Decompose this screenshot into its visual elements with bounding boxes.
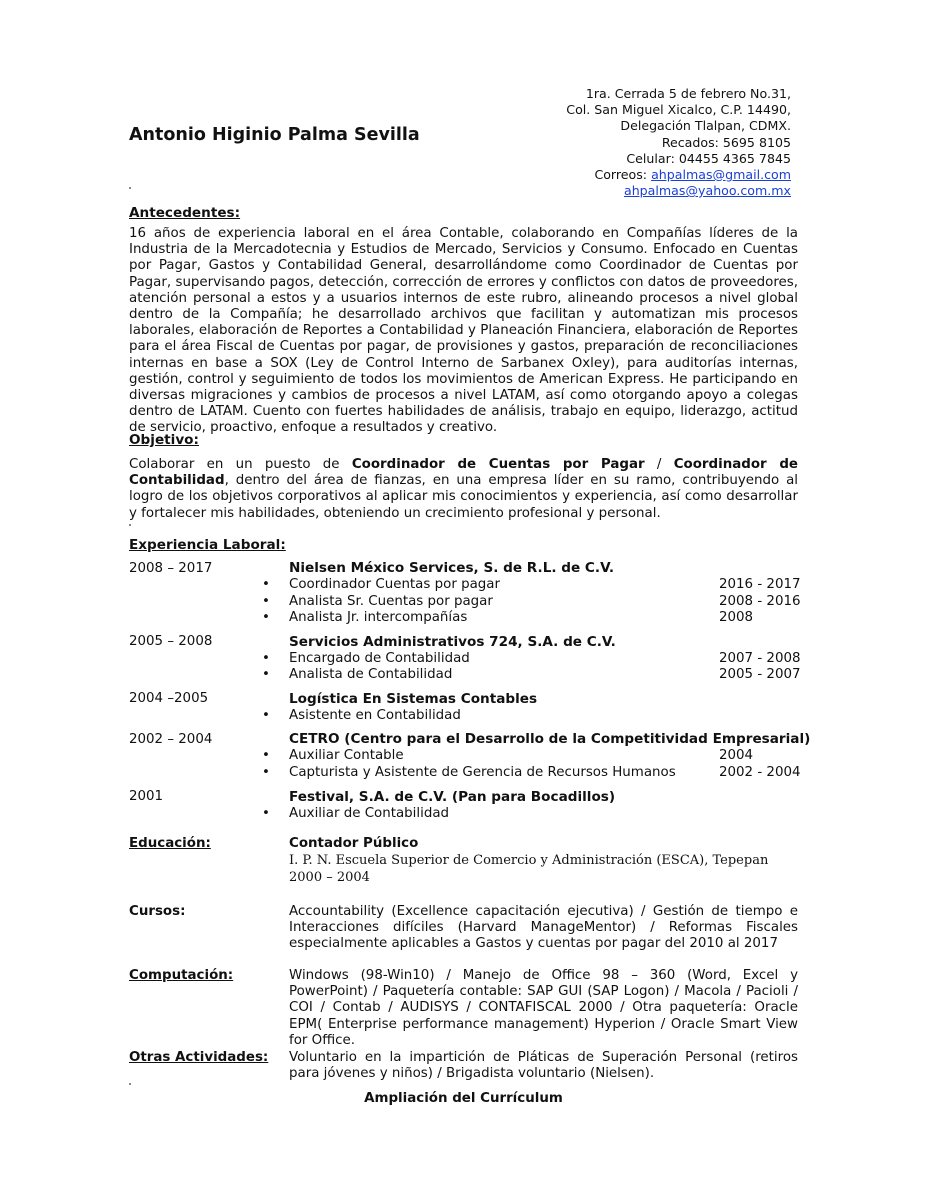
objetivo-post: , dentro del área de fianzas, en una empresa líder en su ramo, contribuyendo al logro de los objetivos corporativos al aplicar mis conocimientos y experiencia, así como desarrollar y fortalecer mis habilidades, obteniendo un crecimiento profesional y personal. [129,473,798,521]
candidate-name: Antonio Higinio Palma Sevilla [129,125,420,145]
section-title-educacion: Educación: [129,836,211,851]
objetivo-pre: Colaborar en un puesto de [129,457,352,472]
job-role: Analista Jr. intercompañías [289,610,468,625]
job-role: Capturista y Asistente de Gerencia de Recursos Humanos [289,765,676,780]
bullet-icon: • [262,667,270,682]
bullet-icon: • [262,610,270,625]
objetivo-text [129,457,798,522]
section-title-experiencia: Experiencia Laboral: [129,537,286,553]
objetivo-sep: / [644,457,674,472]
emails-line-2 [566,183,791,199]
job-role: Auxiliar de Contabilidad [289,806,450,821]
job-company: Logística En Sistemas Contables [289,691,538,707]
job-years: 2004 –2005 [129,691,209,706]
scan-mark [129,187,131,189]
bullet-icon: • [262,577,270,592]
role-years: 2004 [719,748,754,763]
objetivo-role-2: Coordinador de Contabilidad [129,457,799,489]
job-company: Nielsen México Services, S. de R.L. de C.V. [289,560,615,576]
scan-mark-2 [129,524,131,526]
role-years: 2007 - 2008 [719,651,801,666]
job-years: 2005 – 2008 [129,634,213,649]
bullet-icon: • [262,708,270,723]
computacion-text: Windows (98-Win10) / Manejo de Office 98 – 360 (Word, Excel y PowerPoint) / Paquetería contable: SAP GUI (SAP Logon) / Macola / Pacioli / COI / Contab / AUDISYS / CONTAFISCAL 2000 / Otra paquetería: Oracle EPM( Enterprise performance management) Hyperion / Oracle Smart View for Office. [289,968,798,1048]
objetivo-role-1: Coordinador de Cuentas por Pagar [351,457,645,472]
scan-mark-3 [129,1083,131,1085]
role-years: 2008 [719,610,754,625]
phone-recados: Recados: 5695 8105 [661,134,791,150]
emails-line [566,167,791,183]
job-role: Analista de Contabilidad [289,667,453,682]
phone-celular: Celular: 04455 4365 7845 [626,150,791,166]
job-company: CETRO (Centro para el Desarrollo de la Competitividad Empresarial) [289,731,811,747]
address-line-2: Col. San Miguel Xicalco, C.P. 14490, [566,102,791,118]
job-role: Encargado de Contabilidad [289,651,470,666]
address-line-1: 1ra. Cerrada 5 de febrero No.31, [585,86,791,101]
section-title-computacion: Computación: [129,968,234,983]
section-title-cursos: Cursos: [129,904,186,919]
cursos-text: Accountability (Excellence capacitación ejecutiva) / Gestión de tiempo e Interacciones difíciles (Harvard ManageMentor) / Reformas Fiscales especialmente aplicables a Gastos y cuentas por pagar del 2010 al 2017 [289,904,798,952]
footer-text: Ampliación del Currículum [364,1091,563,1106]
edu-degree: Contador Público [289,836,419,851]
role-years: 2008 - 2016 [719,594,801,609]
otras-text: Voluntario en la impartición de Pláticas de Superación Personal (retiros para jóvenes y niños) / Brigadista voluntario (Nielsen). [289,1050,798,1082]
edu-years: 2000 – 2004 [289,870,370,885]
section-title-antecedentes: Antecedentes: [129,205,241,221]
job-role: Asistente en Contabilidad [289,708,461,723]
section-title-objetivo: Objetivo: [129,432,199,448]
job-company: Festival, S.A. de C.V. (Pan para Bocadillos) [289,789,616,805]
address-line-3: Delegación Tlalpan, CDMX. [620,118,791,134]
bullet-icon: • [262,806,270,821]
bullet-icon: • [262,594,270,609]
footer-title [0,1091,927,1107]
section-title-otras: Otras Actividades: [129,1050,269,1065]
edu-school: I. P. N. Escuela Superior de Comercio y Administración (ESCA), Tepepan [289,853,769,868]
bullet-icon: • [262,651,270,666]
job-years: 2008 – 2017 [129,561,213,576]
job-years: 2001 [129,789,164,804]
role-years: 2002 - 2004 [719,765,801,780]
bullet-icon: • [262,748,270,763]
job-years: 2002 – 2004 [129,732,213,747]
email-gmail-link[interactable]: ahpalmas@gmail.com [651,167,791,183]
job-role: Analista Sr. Cuentas por pagar [289,594,493,609]
job-company: Servicios Administrativos 724, S.A. de C.V. [289,634,616,650]
job-role: Coordinador Cuentas por pagar [289,577,500,592]
role-years: 2005 - 2007 [719,667,801,682]
contact-address [566,86,791,199]
email-yahoo-link[interactable]: ahpalmas@yahoo.com.mx [623,183,791,199]
job-role: Auxiliar Contable [289,748,404,763]
bullet-icon: • [262,765,270,780]
antecedentes-text: 16 años de experiencia laboral en el área Contable, colaborando en Compañías líderes de la Industria de la Mercadotecnia y Estudios de Mercado, Servicios y Consumo. Enfocado en Cuentas por Pagar, Gastos y Contabilidad General, desarrollándome como Coordinador de Cuentas por Pagar, supervisando pagos, detección, corrección de errores y conflictos con datos de proveedores, atención personal a estos y a usuarios internos de este rubro, alineando procesos a nivel global dentro de la Compañía; he desarrollado archivos que facilitan y automatizan mis procesos laborales, elaboración de Reportes a Contabilidad y Planeación Financiera, elaboración de Reportes para el área Fiscal de Cuentas por pagar, de provisiones y gastos, preparación de reconciliaciones internas en base a SOX (Ley de Control Interno de Sarbanex Oxley), para auditorías internas, gestión, control y seguimiento de todos los movimientos de American Express. He participando en diversas migraciones y cambios de procesos a nivel LATAM, así como otorgando apoyo a colegas dentro de LATAM. Cuento con fuertes habilidades de análisis, trabajo en equipo, liderazgo, actitud de servicio, proactivo, enfoque a resultados y creativo. [129,226,798,436]
emails-label: Correos: [594,167,652,183]
role-years: 2016 - 2017 [719,577,801,592]
